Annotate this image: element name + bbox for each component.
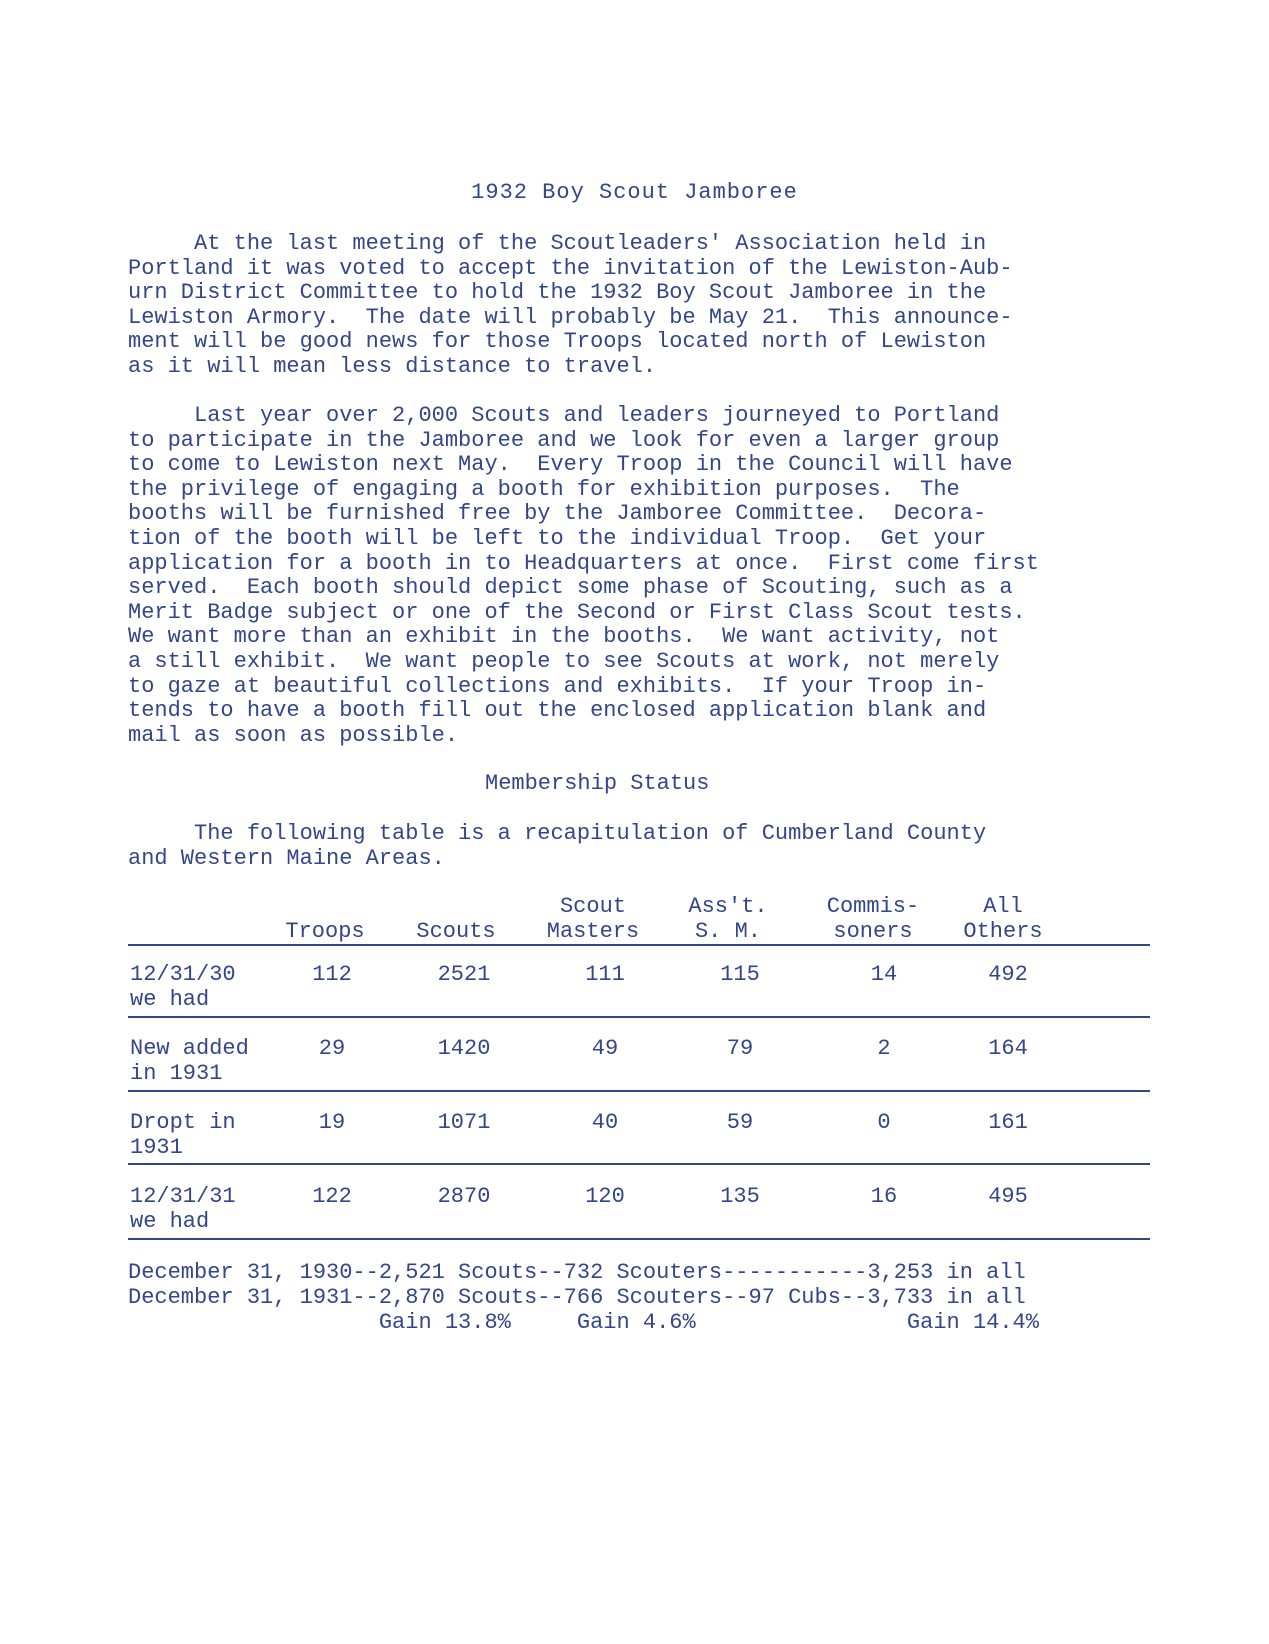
table-cell: 59 xyxy=(726,1110,754,1135)
table-header xyxy=(128,894,1148,944)
paragraph-jamboree-announcement: At the last meeting of the Scoutleaders' Association held in Portland it was voted to accept the invitation of the Lewiston-Aub- urn District Committee to hold the 1932 Boy Scout Jamboree in the Lewiston Armory. The date will probably be May 21. This announce- ment will be good news for those Troops located north of Lewiston as it will mean less distance to travel. xyxy=(128,231,1013,379)
table-cell: 29 xyxy=(318,1036,346,1061)
table-cell: 122 xyxy=(312,1184,352,1209)
table-cell: 2 xyxy=(877,1036,891,1061)
table-rule xyxy=(128,1163,1150,1165)
table-cell: 2521 xyxy=(437,962,491,987)
row-label: Dropt in 1931 xyxy=(130,1110,236,1160)
table-cell: 14 xyxy=(870,962,898,987)
table-cell: 16 xyxy=(870,1184,898,1209)
table-cell: 164 xyxy=(988,1036,1028,1061)
column-header: Troops xyxy=(285,919,365,944)
summary-gain-line: Gain 13.8% Gain 4.6% Gain 14.4% xyxy=(128,1310,1039,1335)
table-rule xyxy=(128,1016,1150,1018)
summary-line-1930: December 31, 1930--2,521 Scouts--732 Scouters-----------3,253 in all xyxy=(128,1260,1026,1285)
row-label: 12/31/31 we had xyxy=(130,1184,236,1234)
table-cell: 40 xyxy=(591,1110,619,1135)
row-label: 12/31/30 we had xyxy=(130,962,236,1012)
paragraph-table-intro: The following table is a recapitulation of Cumberland County and Western Maine Areas. xyxy=(128,821,987,871)
table-cell: 1071 xyxy=(437,1110,491,1135)
table-rule xyxy=(128,1090,1150,1092)
table-cell: 161 xyxy=(988,1110,1028,1135)
table-cell: 19 xyxy=(318,1110,346,1135)
page-title: 1932 Boy Scout Jamboree xyxy=(471,180,798,205)
table-cell: 1420 xyxy=(437,1036,491,1061)
column-header: All Others xyxy=(963,894,1043,944)
column-header: Ass't. S. M. xyxy=(688,894,768,944)
row-label: New added in 1931 xyxy=(130,1036,249,1086)
table-cell: 49 xyxy=(591,1036,619,1061)
table-cell: 112 xyxy=(312,962,352,987)
section-title: Membership Status xyxy=(485,771,710,796)
table-cell: 492 xyxy=(988,962,1028,987)
table-rule xyxy=(128,944,1150,946)
paragraph-booth-details: Last year over 2,000 Scouts and leaders journeyed to Portland to participate in the Jamboree and we look for even a larger group to come to Lewiston next May. Every Troop in the Council will have the privilege of engaging a booth for exhibition purposes. The booths will be furnished free by the Jamboree Committee. Decora- tion of the booth will be left to the individual Troop. Get your application for a booth in to Headquarters at once. First come first served. Each booth should depict some phase of Scouting, such as a Merit Badge subject or one of the Second or First Class Scout tests. We want more than an exhibit in the booths. We want activity, not a still exhibit. We want people to see Scouts at work, not merely to gaze at beautiful collections and exhibits. If your Troop in- tends to have a booth fill out the enclosed application blank and mail as soon as possible. xyxy=(128,403,1039,748)
table-cell: 135 xyxy=(720,1184,760,1209)
summary-line-1931: December 31, 1931--2,870 Scouts--766 Scouters--97 Cubs--3,733 in all xyxy=(128,1285,1026,1310)
table-cell: 120 xyxy=(585,1184,625,1209)
table-rule xyxy=(128,1238,1150,1240)
table-cell: 2870 xyxy=(437,1184,491,1209)
column-header: Scouts xyxy=(416,919,496,944)
column-header: Scout Masters xyxy=(546,894,640,944)
table-cell: 111 xyxy=(585,962,625,987)
table-cell: 115 xyxy=(720,962,760,987)
column-header: Commis- soners xyxy=(826,894,920,944)
table-cell: 79 xyxy=(726,1036,754,1061)
table-cell: 0 xyxy=(877,1110,891,1135)
table-cell: 495 xyxy=(988,1184,1028,1209)
